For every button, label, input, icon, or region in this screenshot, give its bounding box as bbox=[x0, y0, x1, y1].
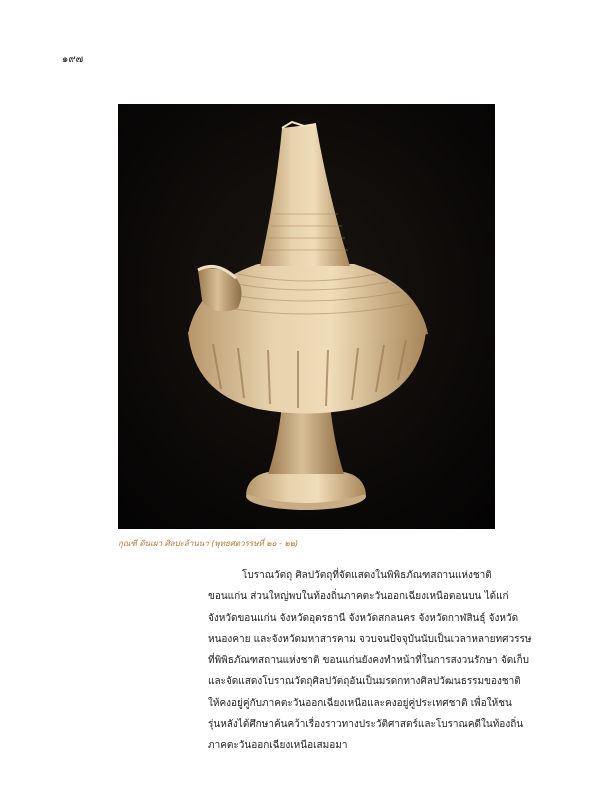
body-line: โบราณวัตถุ ศิลปวัตถุที่จัดแสดงในพิพิธภัณฑสถานแห่งชาติ bbox=[242, 570, 492, 581]
body-line: ที่พิพิธภัณฑสถานแห่งชาติ ขอนแก่นยังคงทำหน้าที่ในการสงวนรักษา จัดเก็บ bbox=[208, 655, 530, 667]
body-line: จังหวัดขอนแก่น จังหวัดอุดรธานี จังหวัดสกลนคร จังหวัดกาฬสินธุ์ จังหวัด bbox=[208, 612, 519, 624]
body-line: ให้คงอยู่คู่กับภาคตะวันออกเฉียงเหนือและคงอยู่คู่ประเทศชาติ เพื่อให้ชน bbox=[208, 697, 512, 709]
figure-caption: กุณฑี ดินเผา ศิลปะล้านนา (พุทธศตวรรษที่ ๒๐ - ๒๒) bbox=[118, 539, 299, 548]
body-line: ขอนแก่น ส่วนใหญ่พบในท้องถิ่นภาคตะวันออกเฉียงเหนือตอนบน ได้แก่ bbox=[208, 591, 509, 603]
artifact-photo bbox=[118, 104, 495, 529]
body-paragraph bbox=[208, 565, 532, 757]
page-number: ๑๙๗ bbox=[62, 54, 84, 65]
body-line: รุ่นหลังได้ศึกษาค้นคว้าเรื่องราวทางประวัติศาสตร์และโบราณคดีในท้องถิ่น bbox=[208, 719, 524, 731]
body-line: หนองคาย และจังหวัดมหาสารคาม จวบจนปัจจุบันนับเป็นเวลาหลายทศวรรษ bbox=[208, 633, 532, 645]
body-line: ภาคตะวันออกเฉียงเหนือเสมอมา bbox=[208, 740, 348, 752]
body-line: และจัดแสดงโบราณวัตถุศิลปวัตถุอันเป็นมรดกทางศิลปวัฒนธรรมของชาติ bbox=[208, 676, 521, 688]
